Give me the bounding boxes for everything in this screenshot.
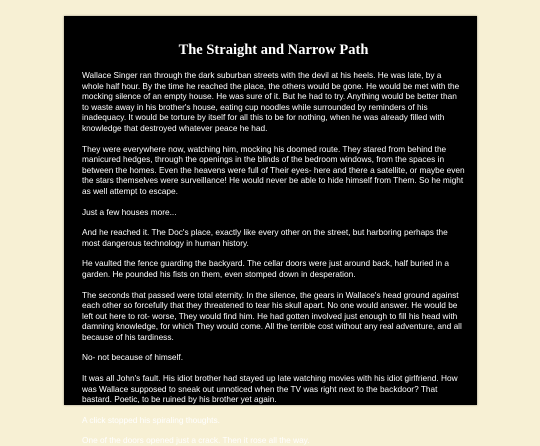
document-content <box>64 16 477 446</box>
paragraph: Wallace Singer ran through the dark suburban streets with the devil at his heels. He was late, by a whole half hour. By the time he reached the place, the others would be gone. He would be met with the mocking silence of an empty house. He was sure of it. But he had to try. Anything would be better than to waste away in his brother's house, eating cup noodles while surrounded by reminders of his inadequacy. It would be torture by itself for all this to be for nothing, when he was already filled with knowledge that destroyed whatever peace he had. <box>82 70 460 133</box>
paragraph: Just a few houses more... <box>82 206 177 217</box>
paragraph: A click stopped his spiraling thoughts. <box>82 414 220 425</box>
paragraph: They were everywhere now, watching him, mocking his doomed route. They stared from behind the manicured hedges, through the openings in the blinds of the bedroom windows, from the spaces in between the homes. Even the heavens were full of Their eyes- here and there a satellite, or maybe even the stars themselves were surveillance! He would never be able to hide himself from Them. So he might as well attempt to escape. <box>82 143 465 196</box>
paragraph: The seconds that passed were total eternity. In the silence, the gears in Wallace's head ground against each other so forcefully that they threatened to tear his skull apart. No one would answer. He would be left out here to rot- worse, They would find him. He had gotten involved just enough to fill his head with damning knowledge, for which They would come. All the terrible cost without any real adventure, and all because of his tardiness. <box>82 289 462 342</box>
paragraph: And he reached it. The Doc's place, exactly like every other on the street, but harboring perhaps the most dangerous technology in human history. <box>82 227 448 248</box>
document-title: The Straight and Narrow Path <box>178 42 369 58</box>
paragraph: It was all John's fault. His idiot brother had stayed up late watching movies with his idiot girlfriend. How was Wallace supposed to sneak out unnoticed when the TV was right next to the backdoor? That bastard. Poetic, to be ruined by his brother yet again. <box>82 373 458 405</box>
paragraph: No- not because of himself. <box>82 352 183 363</box>
paragraph: One of the doors opened just a crack. Then it rose all the way. <box>82 435 310 446</box>
document-page <box>64 16 477 446</box>
paragraph: He vaulted the fence guarding the backyard. The cellar doors were just around back, half buried in a garden. He pounded his fists on them, even stomped down in desperation. <box>82 258 449 279</box>
